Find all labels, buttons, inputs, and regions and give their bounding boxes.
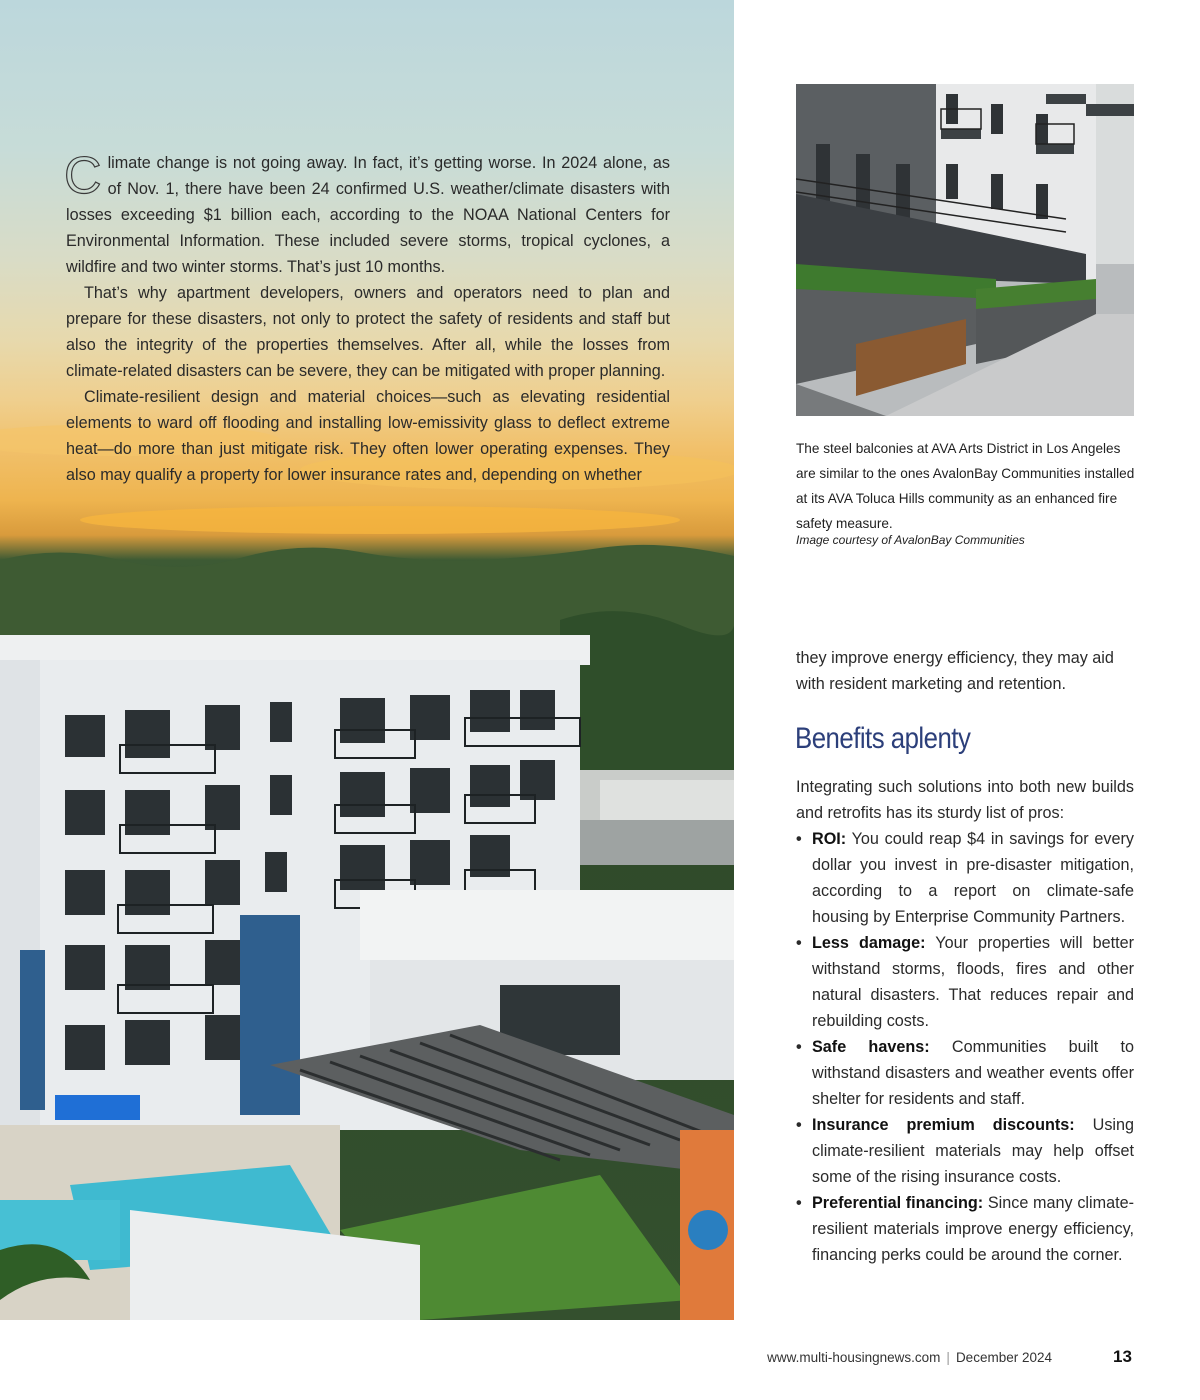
list-item [796, 930, 1134, 1034]
paragraph-3: Climate-resilient design and material choices—such as elevating residential elements to ward off flooding and installing low-emissivity glass to deflect extreme heat—do more than just mitigate risk. They often lower operating expenses. They also may qualify a property for lower insurance rates and, depending on whether [66, 388, 670, 484]
list-item-title: ROI: [812, 830, 847, 848]
page-number: 13 [1113, 1347, 1132, 1366]
list-item [796, 826, 1134, 930]
photo-caption: The steel balconies at AVA Arts District in Los Angeles are similar to the ones AvalonBay Communities installed at its AVA Toluca Hills community as an enhanced fire safety measure. [796, 441, 1135, 531]
drop-cap: C [64, 147, 102, 205]
paragraph-1-text: limate change is not going away. In fact, it’s getting worse. In 2024 alone, as of Nov. 1, there have been 24 confirmed U.S. weather/climate disasters with losses exceeding $1 billion each, according to the NOAA National Centers for Environmental Information. These included severe storms, tropical cyclones, a wildfire and two winter storms. That’s just 10 months. [66, 154, 670, 276]
list-item-title: Insurance premium discounts: [812, 1116, 1075, 1134]
section-heading: Benefits aplenty [795, 722, 971, 755]
paragraph-2: That’s why apartment developers, owners and operators need to plan and prepare for these disasters, not only to protect the safety of residents and staff but also the integrity of the properties themselves. After all, while the losses from climate-related disasters can be severe, they can be mitigated with proper planning. [66, 284, 670, 380]
photo-credit: Image courtesy of AvalonBay Communities [796, 533, 1025, 547]
footer-separator: | [946, 1350, 950, 1365]
list-item-text: You could reap $4 in savings for every dollar you invest in pre-disaster mitigation, according to a report on climate-safe housing by Enterprise Community Partners. [812, 830, 1134, 926]
list-item [796, 1112, 1134, 1190]
article-continuation: they improve energy efficiency, they may aid with resident marketing and retention. [796, 649, 1114, 693]
benefits-list [796, 826, 1134, 1268]
footer-url[interactable]: www.multi-housingnews.com [767, 1350, 941, 1365]
list-item-text: Since many climate-resilient materials improve energy efficiency, financing perks could be around the corner. [812, 1194, 1135, 1264]
list-item-text: Using climate-resilient materials may help offset some of the rising insurance costs. [812, 1116, 1135, 1186]
section-intro: Integrating such solutions into both new builds and retrofits has its sturdy list of pros: [796, 778, 1134, 822]
balcony-illustration [796, 84, 1134, 416]
list-item-title: Less damage: [812, 934, 926, 952]
bullet-icon: • [796, 1038, 802, 1056]
balcony-photo [796, 84, 1134, 416]
list-item-title: Preferential financing: [812, 1194, 984, 1212]
list-item-text: Communities built to withstand disasters and weather events offer shelter for residents and staff. [812, 1038, 1135, 1108]
paragraph-1 [64, 147, 670, 280]
footer-issue: December 2024 [955, 1350, 1052, 1365]
page-footer [767, 1350, 1052, 1365]
bullet-icon: • [796, 1116, 802, 1134]
bullet-icon: • [796, 1194, 802, 1212]
list-item-text: Your properties will better withstand storms, floods, fires and other natural disasters. That reduces repair and rebuilding costs. [812, 934, 1134, 1030]
article-body [64, 147, 670, 488]
list-item [796, 1034, 1134, 1112]
list-item-title: Safe havens: [812, 1038, 930, 1056]
bullet-icon: • [796, 830, 802, 848]
bullet-icon: • [796, 934, 802, 952]
list-item [796, 1190, 1134, 1268]
